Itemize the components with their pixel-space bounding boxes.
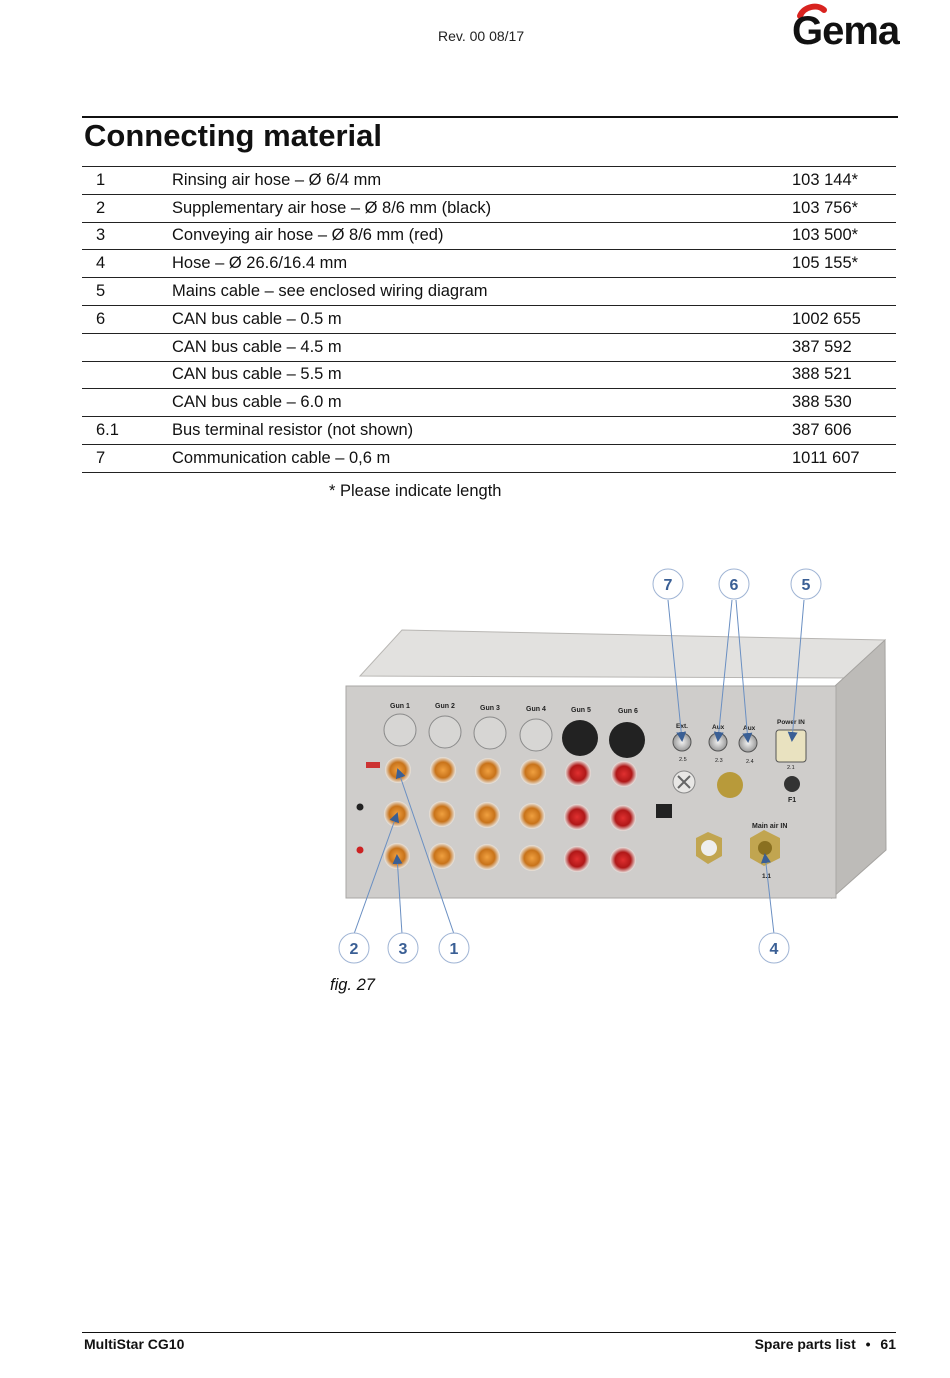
footer-rule [82, 1332, 896, 1333]
cell-order-no: 388 521 [792, 361, 896, 389]
cell-pos: 2 [82, 194, 172, 222]
table-row [82, 361, 896, 389]
cell-description: Rinsing air hose – Ø 6/4 mm [172, 167, 792, 195]
port-number: 2.4 [746, 759, 754, 765]
power-in-socket [776, 730, 806, 762]
table-row [82, 250, 896, 278]
cell-description: Conveying air hose – Ø 8/6 mm (red) [172, 222, 792, 250]
port-label: Aux [743, 725, 756, 732]
footer-bullet: • [865, 1336, 871, 1352]
cell-order-no: 103 500* [792, 222, 896, 250]
air-outlet [701, 840, 717, 856]
cell-pos: 6.1 [82, 417, 172, 445]
cell-pos [82, 333, 172, 361]
row-symbol [366, 762, 380, 768]
svg-text:2: 2 [349, 941, 359, 958]
network-port [656, 804, 672, 818]
table-row [82, 417, 896, 445]
cell-pos: 1 [82, 167, 172, 195]
logo-text: Gema [792, 9, 900, 52]
cell-order-no: 103 144* [792, 167, 896, 195]
gun-label: Gun 1 [390, 703, 410, 710]
housing-side [832, 640, 886, 898]
table-row [82, 305, 896, 333]
footer-product: MultiStar CG10 [84, 1336, 185, 1352]
gun-label: Gun 5 [571, 707, 591, 714]
svg-text:1: 1 [449, 941, 459, 958]
page-title: Connecting material [84, 118, 382, 153]
cell-description: CAN bus cable – 6.0 m [172, 389, 792, 417]
cell-description: Communication cable – 0,6 m [172, 444, 792, 472]
row-symbol [357, 804, 364, 811]
table-row [82, 333, 896, 361]
gun-connector [474, 717, 506, 749]
cell-order-no [792, 278, 896, 306]
port-number: 2.1 [787, 765, 795, 771]
svg-text:4: 4 [769, 941, 779, 958]
gun-connector [520, 719, 552, 751]
svg-text:6: 6 [729, 577, 739, 594]
main-air-number: 1.1 [762, 873, 772, 880]
gun-connector [429, 716, 461, 748]
svg-text:7: 7 [663, 577, 673, 594]
fuse-label: F1 [788, 797, 797, 804]
table-row [82, 222, 896, 250]
table-row [82, 278, 896, 306]
port-label: Ext. [676, 723, 688, 730]
length-note: * Please indicate length [329, 482, 502, 500]
svg-text:5: 5 [801, 577, 811, 594]
cell-order-no: 1002 655 [792, 305, 896, 333]
callout-6 [719, 569, 749, 599]
gun-label: Gun 3 [480, 705, 500, 712]
cell-description: Hose – Ø 26.6/16.4 mm [172, 250, 792, 278]
cell-pos: 7 [82, 444, 172, 472]
gun-connector-capped [609, 722, 645, 758]
ground-terminal [717, 772, 743, 798]
main-air-label: Main air IN [752, 823, 788, 830]
port-label: Power IN [777, 719, 805, 726]
callout-2 [339, 933, 369, 963]
cell-description: CAN bus cable – 4.5 m [172, 333, 792, 361]
gema-logo [788, 2, 900, 52]
table-row [82, 194, 896, 222]
cell-pos: 5 [82, 278, 172, 306]
cell-order-no: 105 155* [792, 250, 896, 278]
gun-label: Gun 4 [526, 706, 546, 713]
cell-description: CAN bus cable – 0.5 m [172, 305, 792, 333]
gun-label: Gun 2 [435, 703, 455, 710]
port-label: Aux [712, 724, 725, 731]
cell-description: Supplementary air hose – Ø 8/6 mm (black) [172, 194, 792, 222]
device-figure [330, 560, 900, 970]
cell-pos: 3 [82, 222, 172, 250]
callout-4 [759, 933, 789, 963]
callout-5 [791, 569, 821, 599]
row-symbol [357, 847, 364, 854]
revision-label: Rev. 00 08/17 [438, 28, 525, 44]
gun-label: Gun 6 [618, 708, 638, 715]
callout-7 [653, 569, 683, 599]
cell-order-no: 1011 607 [792, 444, 896, 472]
gun-connector-capped [562, 720, 598, 756]
table-row [82, 444, 896, 472]
housing-top [360, 630, 885, 678]
cell-description: Mains cable – see enclosed wiring diagram [172, 278, 792, 306]
table-row [82, 389, 896, 417]
cell-description: CAN bus cable – 5.5 m [172, 361, 792, 389]
port-number: 2.5 [679, 757, 687, 763]
cell-order-no: 387 606 [792, 417, 896, 445]
cell-pos: 6 [82, 305, 172, 333]
page-number: 61 [880, 1336, 896, 1352]
callout-1 [439, 933, 469, 963]
cell-order-no: 103 756* [792, 194, 896, 222]
cell-pos [82, 389, 172, 417]
cell-order-no: 387 592 [792, 333, 896, 361]
svg-text:3: 3 [398, 941, 408, 958]
figure-caption: fig. 27 [330, 976, 375, 994]
cell-description: Bus terminal resistor (not shown) [172, 417, 792, 445]
main-air-inlet-core [758, 841, 772, 855]
fuse-holder [784, 776, 800, 792]
footer-page-info [755, 1336, 896, 1352]
port-number: 2.3 [715, 758, 723, 764]
table-row [82, 167, 896, 195]
footer-section: Spare parts list [754, 1336, 856, 1352]
parts-table [82, 166, 896, 473]
cell-order-no: 388 530 [792, 389, 896, 417]
front-panel [346, 686, 836, 898]
gun-connector [384, 714, 416, 746]
cell-pos: 4 [82, 250, 172, 278]
callout-3 [388, 933, 418, 963]
cell-pos [82, 361, 172, 389]
